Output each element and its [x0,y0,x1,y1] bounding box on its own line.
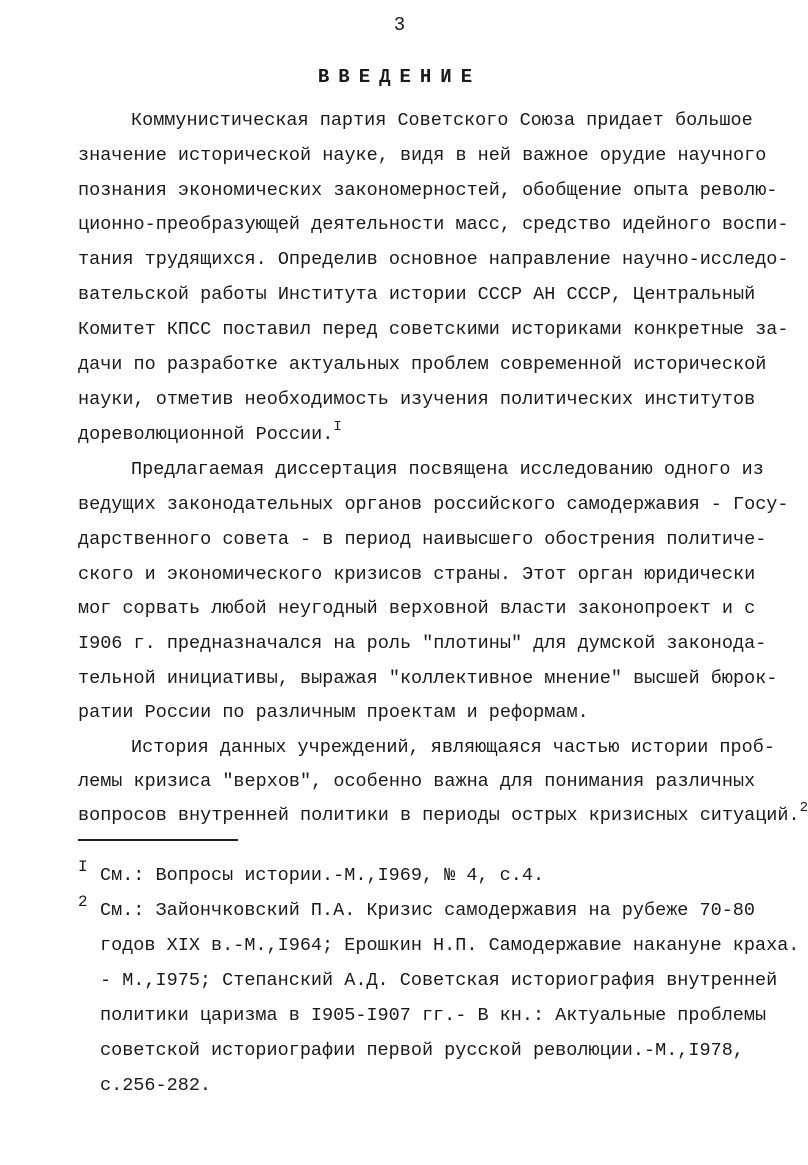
text-line: вательской работы Института истории СССР АН СССР, Центральный [78,284,756,305]
text-line: Коммунистическая партия Советского Союза придает большое [131,110,753,131]
text-line: познания экономических закономерностей, обобщение опыта револю- [78,180,778,201]
text-line [78,419,342,447]
footnote-line: с.256-282. [100,1075,212,1096]
footnote-mark: 2 [78,893,88,911]
footnote-divider [78,839,238,841]
text-line: дачи по разработке актуальных проблем современной исторической [78,354,767,375]
footnote-mark: I [78,858,88,876]
text-line: лемы кризиса "верхов", особенно важна для понимания различных [78,771,756,792]
text-line: I906 г. предназначался на роль "плотины" для думской законода- [78,633,767,654]
text-line: Комитет КПСС поставил перед советскими историками конкретные за- [78,319,789,340]
footnote-line: политики царизма в I905-I907 гг.- В кн.: Актуальные проблемы [100,1005,767,1026]
text-line: ратии России по различным проектам и реформам. [78,702,589,723]
footnote-line: советской историографии первой русской революции.-М.,I978, [100,1040,744,1061]
text-line [78,800,808,828]
text-line: ционно-преобразующей деятельности масс, средство идейного воспи- [78,214,789,235]
page-title: ВВЕДЕНИЕ [317,66,482,88]
text-line: ведущих законодательных органов российского самодержавия - Госу- [78,494,789,515]
text-line: Предлагаемая диссертация посвящена исследованию одного из [131,459,764,480]
text-line: мог сорвать любой неугодный верховной власти законопроект и с [78,598,756,619]
footnote-line: - М.,I975; Степанский А.Д. Советская историография внутренней [100,970,778,991]
text-line: тельной инициативы, выражая "коллективное мнение" высшей бюрок- [78,668,778,689]
text-line: науки, отметив необходимость изучения политических институтов [78,389,756,410]
text-line: ского и экономического кризисов страны. Этот орган юридически [78,564,756,585]
footnote-line: См.: Вопросы истории.-М.,I969, № 4, с.4. [100,865,545,886]
text-line: значение исторической науке, видя в ней важное орудие научного [78,145,767,166]
text-fragment: вопросов внутренней политики в периоды острых кризисных ситуаций. [78,805,800,826]
footnote-reference: I [333,419,342,435]
footnote-line: годов XIX в.-М.,I964; Ерошкин Н.П. Самодержавие накануне краха. [100,935,800,956]
text-line: дарственного совета - в период наивысшего обострения политиче- [78,529,767,550]
footnote-line: См.: Зайончковский П.А. Кризис самодержавия на рубеже 70-80 [100,900,756,921]
text-line: тания трудящихся. Определив основное направление научно-исследо- [78,249,789,270]
text-line: История данных учреждений, являющаяся частью истории проб- [131,737,775,758]
footnote-reference: 2 [799,800,808,816]
text-fragment: дореволюционной России. [78,424,334,445]
page-number: 3 [393,14,406,36]
